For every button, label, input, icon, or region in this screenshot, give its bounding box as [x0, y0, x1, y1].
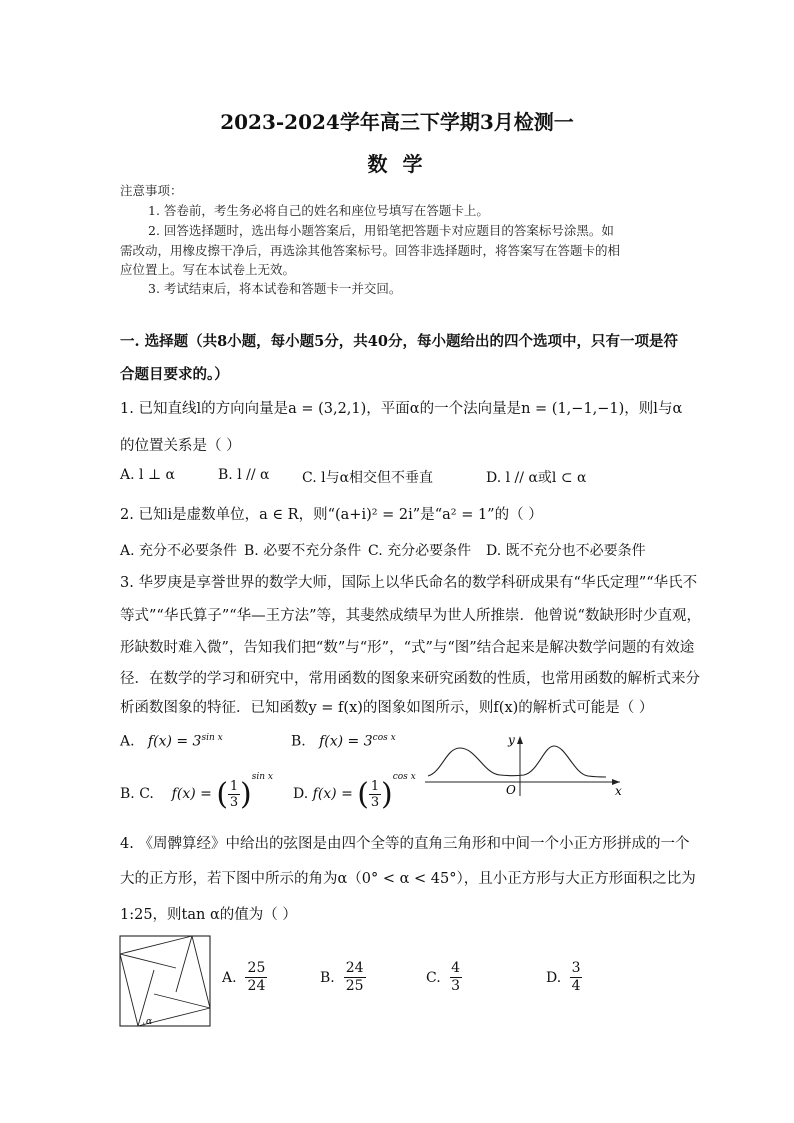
- q2-option-b: B. 必要不充分条件: [244, 543, 362, 559]
- q4-stem-line-3: 1:25，则tan α的值为（ ）: [120, 907, 297, 923]
- q3-stem-line-5: 析函数图象的特征．已知函数y = f(x)的图象如图所示，则f(x)的解析式可能是（ ）: [120, 700, 654, 716]
- notice-heading: 注意事项：: [120, 183, 183, 198]
- notice-item-1: 1. 答卷前，考生务必将自己的姓名和座位号填写在答题卡上。: [148, 203, 489, 218]
- outer-square: [120, 936, 210, 1026]
- q4-stem-line-1: 4. 《周髀算经》中给出的弦图是由四个全等的直角三角形和中间一个小正方形拼成的一个: [120, 836, 690, 852]
- q4-option-c: C. 4 3: [426, 960, 461, 994]
- q1-option-d: D. l // α或l ⊂ α: [486, 470, 587, 486]
- q2-stem: 2. 已知i是虚数单位，a ∈ R，则“(a+i)² = 2i”是“a² = 1”的（ ）: [120, 507, 543, 523]
- q3-option-c: B. C. f(x) = ( 1 3 ) sin x: [120, 772, 273, 812]
- q3-option-a: A. $f(x) = 3^{sin x}$: [120, 733, 223, 750]
- q3-option-d: D. f(x) = ( 1 3 ) cos x: [293, 772, 416, 812]
- q3-stem-line-1: 3. 华罗庚是享誉世界的数学大师，国际上以华氏命名的数学科研成果有“华氏定理”“华氏不: [120, 575, 698, 591]
- q1-option-a: A. l ⊥ α: [120, 467, 176, 483]
- origin-label: O: [506, 783, 516, 797]
- y-axis-arrow-icon: [517, 736, 523, 744]
- q3-stem-line-4: 径．在数学的学习和研究中，常用函数的图象来研究函数的性质，也常用函数的解析式来分: [120, 671, 700, 687]
- q4-option-a: A. 25 24: [222, 960, 267, 995]
- q4-option-d: D. 3 4: [546, 960, 581, 994]
- q2-option-d: D. 既不充分也不必要条件: [486, 543, 646, 559]
- section-heading: 一. 选择题（共8小题，每小题5分，共40分，每小题给出的四个选项中，只有一项是符: [120, 333, 678, 350]
- q3-option-b: B. $f(x) = 3^{cos x}$: [291, 733, 396, 750]
- q1-stem-cont: 的位置关系是（ ）: [120, 438, 241, 454]
- angle-alpha-label: α: [146, 1017, 153, 1027]
- y-axis-label: y: [508, 733, 515, 747]
- q4-xian-diagram: [118, 934, 212, 1028]
- q3-stem-line-2: 等式”“华氏算子”“华—王方法”等，其斐然成绩早为世人所推崇．他曾说“数缺形时少直观，: [120, 608, 701, 624]
- q1-option-b: B. l // α: [218, 467, 270, 483]
- notice-item-3: 3. 考试结束后，将本试卷和答题卡一并交回。: [148, 281, 402, 296]
- function-curve: [428, 746, 606, 777]
- notice-item-2: 2. 回答选择题时，选出每小题答案后，用铅笔把答题卡对应题目的答案标号涂黑。如: [148, 223, 614, 238]
- notice-item-2-cont: 需改动，用橡皮擦干净后，再选涂其他答案标号。回答非选择题时，将答案写在答题卡的相: [120, 243, 621, 258]
- exam-title: 2023-2024学年高三下学期3月检测一: [220, 110, 574, 134]
- q2-option-c: C. 充分必要条件: [368, 543, 472, 559]
- section-heading-cont: 合题目要求的。）: [120, 366, 229, 383]
- subject-title: 数 学: [367, 152, 427, 176]
- q3-stem-line-3: 形缺数时难入微”，告知我们把“数”与“形”，“式”与“图”结合起来是解决数学问题的有效途: [120, 640, 695, 656]
- x-axis-label: x: [615, 784, 622, 798]
- q1-stem: 1. 已知直线l的方向向量是a = (3,2,1)，平面α的一个法向量是n = (1,−1,−1)，则l与α: [120, 401, 683, 417]
- notice-item-2-cont2: 应位置上。写在本试卷上无效。: [120, 262, 296, 277]
- q3-function-graph: [420, 728, 630, 800]
- q4-option-b: B. 24 25: [320, 960, 366, 995]
- q1-option-c: C. l与α相交但不垂直: [302, 470, 434, 486]
- q4-stem-line-2: 大的正方形，若下图中所示的角为α（0° < α < 45°），且小正方形与大正方形面积之比为: [120, 871, 696, 887]
- q2-option-a: A. 充分不必要条件: [120, 543, 238, 559]
